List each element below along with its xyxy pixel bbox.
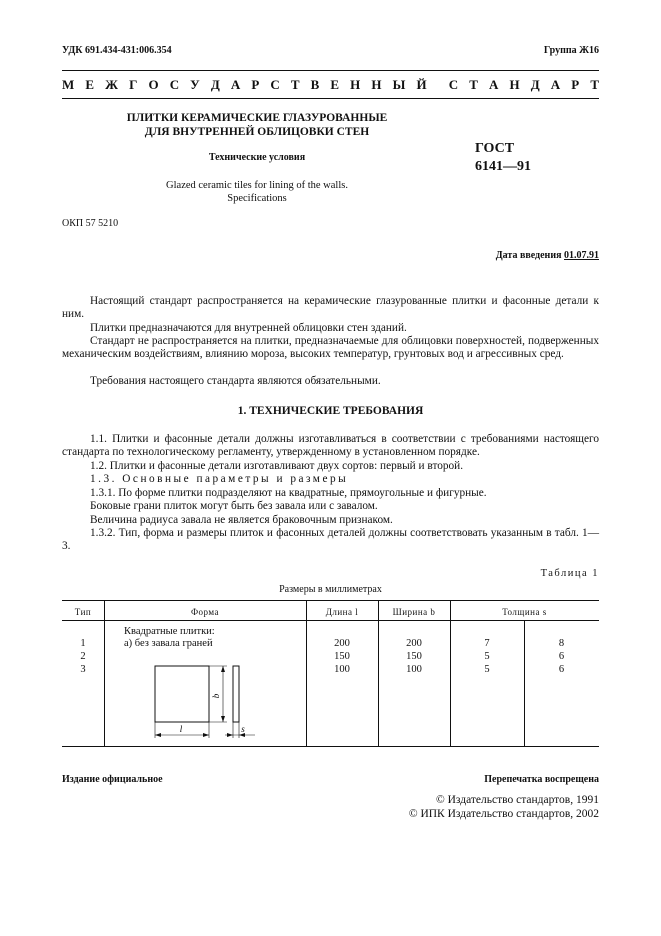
table-row	[524, 637, 599, 676]
gost-designation	[475, 140, 531, 176]
table-bottom-border	[62, 746, 599, 747]
intro-paragraph-3: Стандарт не распространяется на плитки, предназначаемые для облицовки поверхностей, подверженных механическим воздействиям, влиянию мороза, высоких температур, грунтовых вод и агрессивных сред.	[62, 335, 599, 361]
row-thickness-2: 6	[558, 651, 565, 662]
tile-drawing	[145, 662, 275, 744]
heading-letter: Д	[210, 77, 220, 92]
title-line-1: ПЛИТКИ КЕРАМИЧЕСКИЕ ГЛАЗУРОВАННЫЕ	[126, 112, 388, 124]
gost-number: 6141—91	[475, 159, 531, 174]
header-type: Тип	[74, 607, 92, 617]
clause-1-1: 1.1. Плитки и фасонные детали должны изготавливаться в соответствии с требованиями настоящего стандарта по технологическому регламенту, утвержденному в установленном порядке.	[62, 433, 599, 459]
header-thickness: Толщина s	[502, 607, 547, 617]
top-rule	[62, 70, 599, 71]
reprint-note: Перепечатка воспрещена	[484, 774, 599, 785]
table-divider	[104, 600, 105, 746]
row-width: 150	[406, 651, 422, 662]
heading-letter: С	[169, 77, 180, 92]
clause-1-3-1-b: Боковые грани плиток могут быть без завала или с завалом.	[90, 500, 378, 512]
row-thickness-1: 5	[484, 651, 490, 662]
tile-profile	[233, 666, 239, 722]
header-width: Ширина b	[392, 607, 436, 617]
heading-letter: Т	[469, 77, 478, 92]
row-type: 3	[80, 664, 86, 675]
copyright-2002: © ИПК Издательство стандартов, 2002	[408, 808, 599, 820]
dim-label-l: l	[179, 724, 183, 734]
heading-letter: Р	[571, 77, 580, 92]
heading-letter: Р	[251, 77, 260, 92]
clause-1-3-1-c: Величина радиуса завала не является браковочным признаком.	[90, 514, 393, 526]
heading-letter: Ы	[392, 77, 406, 92]
row-thickness-2: 6	[558, 664, 565, 675]
row-type: 1	[80, 638, 86, 649]
row-width: 100	[406, 664, 422, 675]
heading-letter: Т	[290, 77, 300, 92]
row-thickness-2: 8	[558, 638, 565, 649]
heading-letter: А	[489, 77, 499, 92]
clause-1-3-1: 1.3.1. По форме плитки подразделяют на квадратные, прямоугольные и фигурные.	[90, 487, 487, 499]
dim-label-b: b	[211, 693, 221, 699]
gost-label: ГОСТ	[475, 141, 515, 156]
heading-letter: Е	[330, 77, 340, 92]
okp-code: ОКП 57 5210	[62, 218, 119, 229]
table-row	[378, 637, 450, 676]
section-title: 1. ТЕХНИЧЕСКИЕ ТРЕБОВАНИЯ	[237, 405, 424, 417]
udk-code: УДК 691.434-431:006.354	[62, 45, 172, 56]
title-line-2: ДЛЯ ВНУТРЕННЕЙ ОБЛИЦОВКИ СТЕН	[144, 126, 370, 138]
table-row	[62, 637, 104, 676]
clause-1-3: 1.3. Основные параметры и размеры	[90, 473, 349, 485]
intro-paragraph-1: Настоящий стандарт распространяется на керамические глазурованные плитки и фасонные детали к ним.	[62, 295, 599, 321]
intro-date-value: 01.07.91	[564, 250, 599, 261]
heading-letter: Д	[530, 77, 540, 92]
row-thickness-1: 7	[484, 638, 490, 649]
heading-letter: Г	[129, 77, 138, 92]
row-length: 200	[334, 638, 350, 649]
heading-letter: С	[448, 77, 459, 92]
table-caption: Размеры в миллиметрах	[279, 584, 382, 595]
interstate-standard-heading	[62, 77, 599, 93]
row-type: 2	[80, 651, 86, 662]
intro-date-label: Дата введения	[495, 250, 562, 261]
row-length: 150	[334, 651, 350, 662]
header-form: Форма	[190, 607, 220, 617]
form-group-label: Квадратные плитки:	[124, 626, 215, 637]
clause-1-2: 1.2. Плитки и фасонные детали изготавливают двух сортов: первый и второй.	[90, 460, 464, 472]
intro-paragraph-4: Требования настоящего стандарта являются обязательными.	[90, 375, 381, 387]
table-number: Таблица 1	[540, 568, 599, 579]
row-thickness-1: 5	[484, 664, 490, 675]
row-width: 200	[406, 638, 422, 649]
tile-face	[155, 666, 209, 722]
edition-note: Издание официальное	[62, 774, 163, 785]
copyright-1991: © Издательство стандартов, 1991	[435, 794, 599, 806]
table-top-border	[62, 600, 599, 601]
heading-letter: Е	[85, 77, 95, 92]
table-header-border	[62, 620, 599, 621]
heading-letter: О	[148, 77, 159, 92]
heading-letter: Ж	[105, 77, 118, 92]
table-row	[306, 637, 378, 676]
dim-label-s: s	[241, 724, 245, 734]
heading-letter: Й	[416, 77, 427, 92]
row-length: 100	[334, 664, 350, 675]
intro-paragraph-2: Плитки предназначаются для внутренней облицовки стен зданий.	[90, 322, 407, 334]
intro-date	[496, 250, 599, 261]
form-item-label: а) без завала граней	[124, 638, 213, 649]
english-title-line-2: Specifications	[227, 193, 287, 204]
heading-letter: Н	[350, 77, 361, 92]
heading-letter: Н	[371, 77, 382, 92]
heading-letter: У	[190, 77, 200, 92]
heading-letter: В	[310, 77, 320, 92]
group-code: Группа Ж16	[543, 45, 599, 56]
clause-1-3-2: 1.3.2. Тип, форма и размеры плиток и фасонных деталей должны соответствовать указанным в табл. 1—3.	[62, 527, 599, 553]
heading-letter: Т	[590, 77, 599, 92]
heading-letter: А	[230, 77, 241, 92]
heading-letter: С	[270, 77, 280, 92]
heading-letter: А	[550, 77, 561, 92]
subtitle: Технические условия	[208, 152, 306, 163]
heading-letter: Н	[509, 77, 520, 92]
heading-letter: М	[62, 77, 75, 92]
table-row	[450, 637, 524, 676]
english-title-line-1: Glazed ceramic tiles for lining of the walls.	[166, 180, 348, 191]
header-length: Длина l	[325, 607, 359, 617]
heading-rule	[62, 98, 599, 99]
